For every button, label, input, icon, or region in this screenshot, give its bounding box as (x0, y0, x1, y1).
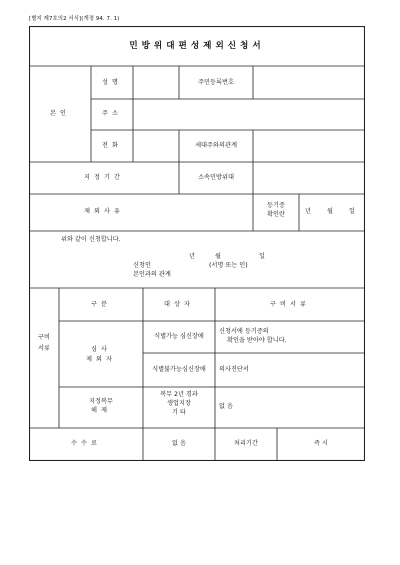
fee-value: 없 음 (172, 440, 186, 447)
designation-period-label: 지정기간 (84, 174, 124, 181)
month-label: 월 (327, 208, 333, 215)
phone-field[interactable] (133, 130, 179, 162)
documents-column-header: 구비서류 (270, 301, 310, 308)
year-label: 년 (305, 208, 311, 215)
address-field[interactable] (133, 99, 365, 130)
row2-target: 식별불가능심신장애 (152, 366, 206, 373)
name-field[interactable] (133, 66, 179, 99)
phone-label: 전화 (102, 142, 122, 149)
date-year-label: 년 (189, 253, 195, 260)
address-label: 주소 (102, 110, 122, 117)
affiliated-unit-field[interactable] (253, 162, 365, 194)
date-day-label: 일 (259, 253, 265, 260)
row1-target: 식별가능 심신장애 (154, 333, 204, 340)
designated-target-3: 기 타 (172, 409, 186, 416)
fee-label: 수수료 (71, 440, 101, 447)
affiliated-unit-label: 소속민방위대 (198, 174, 234, 181)
day-label: 일 (349, 208, 355, 215)
exam-exempt-label-1: 심사 (91, 346, 111, 353)
exemption-reason-label: 제외사유 (84, 208, 124, 215)
exemption-reason-field[interactable] (179, 194, 253, 231)
documents-section-label: 구비서류 (38, 334, 50, 352)
signature-note: (서명 또는 인) (209, 262, 248, 269)
resident-number-label: 주민등록번호 (198, 79, 234, 86)
form-number-note: [별지 제7호의2 서식](개정 94. 7. 1) (29, 16, 120, 22)
designated-service-label-2: 해제 (91, 407, 111, 414)
designated-target-1: 복무 2년 경과 (160, 391, 198, 398)
designated-service-label-1: 지정복무 (89, 398, 113, 405)
registration-check-label-2: 확인란 (267, 211, 285, 218)
date-month-label: 월 (215, 253, 221, 260)
processing-period-label: 처리기간 (234, 440, 258, 447)
designated-doc: 없 음 (219, 403, 233, 410)
applicant-section-label: 본인 (50, 110, 70, 117)
exam-exempt-label-2: 제외자 (86, 356, 116, 363)
form-title: 민방위대편성제외신청서 (129, 41, 265, 51)
registration-check-label-1: 등기증 (267, 202, 285, 209)
statement-text: 위와 같이 신청합니다. (61, 236, 121, 243)
signature-label: 신청인 (133, 262, 151, 269)
target-column-header: 대상자 (164, 301, 194, 308)
row1-doc-line1: 신청서에 등기증의 (219, 328, 269, 335)
household-relation-field[interactable] (253, 130, 365, 162)
category-column-header: 구분 (91, 301, 111, 308)
relation-label: 본인과의 관계 (133, 271, 171, 278)
row1-doc-line2: 확인을 받아야 합니다. (227, 337, 287, 344)
name-label: 성명 (102, 79, 122, 86)
designated-target-2: 생업지장 (167, 400, 191, 407)
application-form (29, 26, 365, 461)
resident-number-field[interactable] (253, 66, 365, 99)
row2-doc: 의사진단서 (219, 366, 249, 373)
household-relation-label: 세대주와의관계 (195, 142, 237, 149)
processing-period-value: 즉 시 (314, 440, 328, 447)
